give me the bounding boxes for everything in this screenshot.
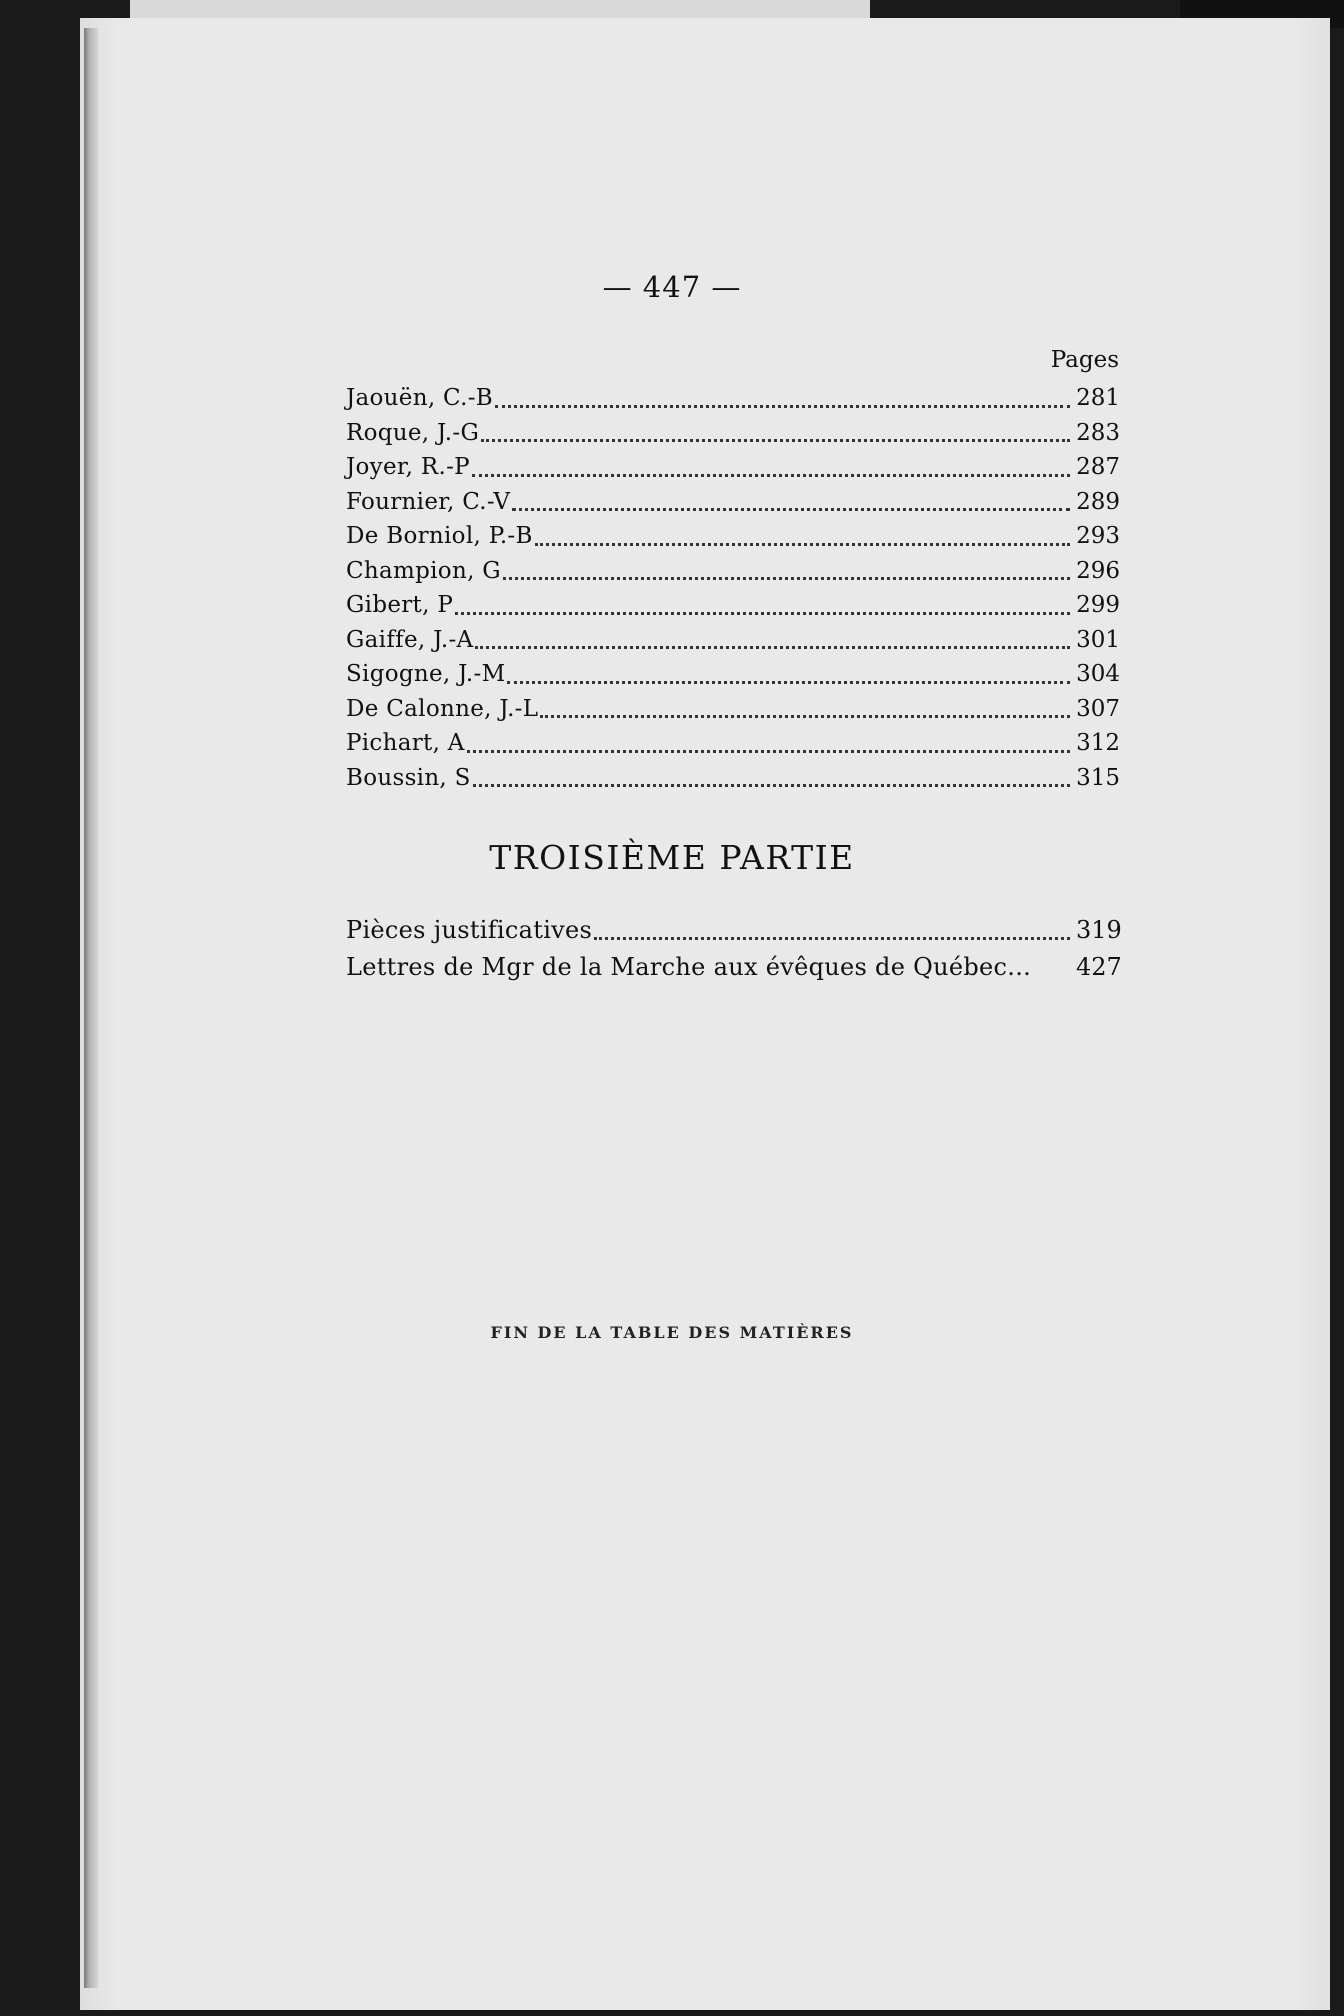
toc-entry-name: Pichart, A: [346, 730, 465, 756]
toc-entry-name: Boussin, S: [346, 764, 471, 791]
page-number: — 447 —: [602, 270, 742, 304]
dot-leader: [540, 715, 1070, 718]
dot-leader: [507, 681, 1070, 684]
dot-leader: [535, 543, 1070, 546]
toc-entry: [346, 489, 1120, 524]
dot-leader: [472, 474, 1070, 477]
dot-leader: [467, 750, 1070, 753]
toc-entry-name: Gaiffe, J.-A: [346, 626, 474, 653]
toc-entry-name: Pièces justificatives: [346, 916, 593, 944]
pages-column-label: Pages: [1050, 347, 1119, 373]
toc-entry-name: Joyer, R.-P: [346, 454, 470, 480]
dot-leader: [455, 612, 1070, 615]
toc-entry: [346, 454, 1120, 489]
dot-leader: [594, 937, 1070, 940]
toc-list-part-three: [346, 916, 1120, 990]
toc-entry: [346, 696, 1120, 731]
end-of-table-note: FIN DE LA TABLE DES MATIÈRES: [490, 1323, 854, 1342]
toc-entry: [346, 385, 1120, 420]
toc-entry-name: Champion, G: [346, 557, 501, 584]
toc-entry-page: 319: [1076, 916, 1122, 944]
toc-entry: [346, 916, 1120, 953]
toc-entry: [346, 730, 1120, 765]
toc-entry-page: 289: [1076, 488, 1120, 515]
toc-entry: [346, 953, 1120, 990]
toc-entry-name: Lettres de Mgr de la Marche aux évêques de Québec...: [346, 953, 1032, 981]
toc-entry-page: 281: [1076, 385, 1120, 411]
dot-leader: [475, 646, 1070, 649]
toc-entry: [346, 420, 1120, 455]
section-title: TROISIÈME PARTIE: [489, 838, 855, 877]
toc-entry-page: 296: [1076, 557, 1120, 584]
dot-leader: [473, 784, 1070, 787]
toc-entry: [346, 558, 1120, 593]
toc-entry-name: De Borniol, P.-B: [346, 523, 533, 549]
toc-entry-page: 287: [1076, 454, 1120, 480]
toc-entry: [346, 661, 1120, 696]
toc-entry-page: 315: [1076, 764, 1120, 791]
toc-entry-name: Gibert, P: [346, 592, 454, 618]
toc-list: [346, 385, 1120, 799]
toc-entry: [346, 592, 1120, 627]
toc-entry-name: Roque, J.-G: [346, 419, 480, 446]
dot-leader: [503, 577, 1070, 580]
dot-leader: [481, 439, 1070, 442]
book-page: [80, 18, 1330, 2010]
toc-entry-page: 283: [1076, 419, 1120, 446]
toc-entry-name: Fournier, C.-V: [346, 488, 511, 515]
dot-leader: [512, 508, 1070, 511]
toc-entry-name: Sigogne, J.-M: [346, 661, 506, 687]
toc-entry-page: 301: [1076, 626, 1120, 653]
toc-entry-name: De Calonne, J.-L: [346, 695, 539, 722]
toc-entry-page: 312: [1076, 730, 1120, 756]
book-spine: [84, 28, 98, 1988]
toc-entry-page: 299: [1076, 592, 1120, 618]
toc-entry-page: 427: [1076, 953, 1122, 981]
toc-entry: [346, 627, 1120, 662]
toc-entry-page: 307: [1076, 695, 1120, 722]
toc-entry-name: Jaouën, C.-B: [346, 385, 494, 411]
toc-entry: [346, 523, 1120, 558]
toc-entry-page: 293: [1076, 523, 1120, 549]
toc-entry-page: 304: [1076, 661, 1120, 687]
toc-entry: [346, 765, 1120, 800]
dot-leader: [495, 405, 1070, 408]
